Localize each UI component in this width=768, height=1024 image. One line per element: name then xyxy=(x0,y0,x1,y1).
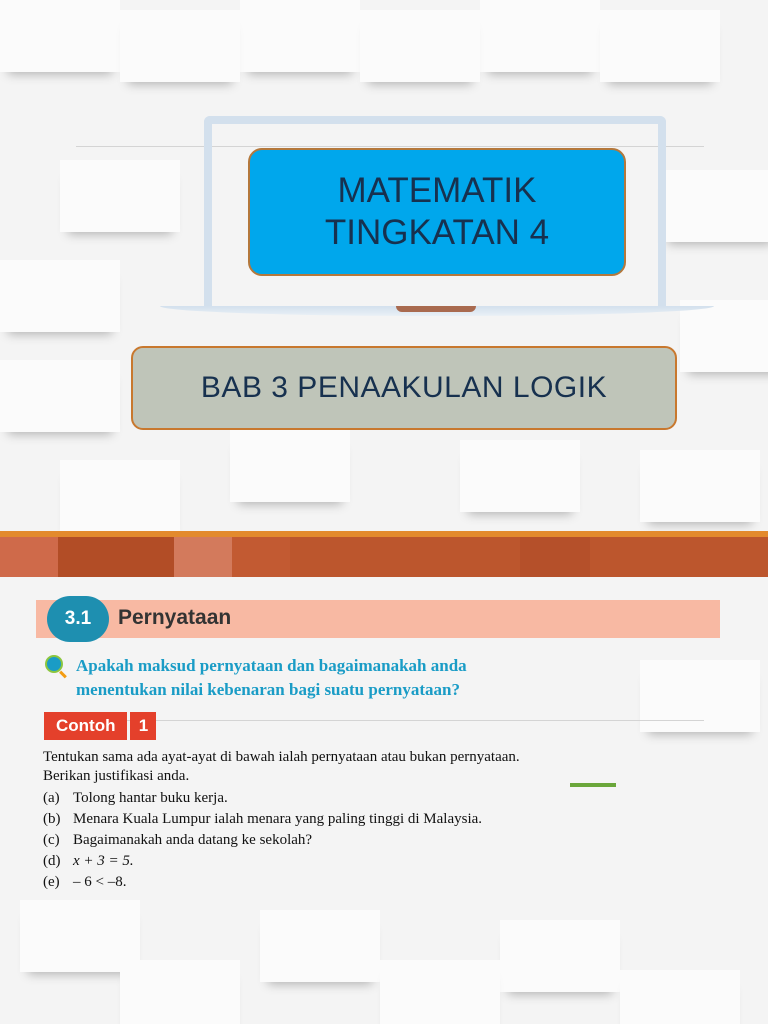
title-line-2: TINGKATAN 4 xyxy=(324,213,550,252)
list-item xyxy=(43,872,603,893)
title-line-1: MATEMATIK xyxy=(337,171,537,210)
example-number: 1 xyxy=(130,712,156,740)
chapter-box xyxy=(131,346,677,430)
item-label: (d) xyxy=(43,853,61,869)
magnifier-question-icon xyxy=(45,655,63,673)
item-text: x + 3 = 5. xyxy=(73,853,134,869)
list-item xyxy=(43,809,603,830)
instruction-line-2: Berikan justifikasi anda. xyxy=(43,768,190,784)
item-label: (a) xyxy=(43,790,60,806)
instruction-line-1: Tentukan sama ada ayat-ayat di bawah ialah pernyataan atau bukan pernyataan. xyxy=(43,749,520,765)
list-item xyxy=(43,851,603,872)
title-box xyxy=(248,148,626,276)
item-label: (c) xyxy=(43,832,60,848)
item-label: (e) xyxy=(43,874,60,890)
item-text: Tolong hantar buku kerja. xyxy=(73,790,228,806)
item-text: Bagaimanakah anda datang ke sekolah? xyxy=(73,832,313,848)
list-item xyxy=(43,788,603,809)
chapter-title: BAB 3 PENAAKULAN LOGIK xyxy=(200,371,608,404)
list-item xyxy=(43,830,603,851)
section-title: Pernyataan xyxy=(118,606,232,629)
example-label: Contoh xyxy=(44,712,127,740)
example-badge xyxy=(44,712,156,740)
item-label: (b) xyxy=(43,811,61,827)
divider-line xyxy=(76,720,704,721)
item-text: Menara Kuala Lumpur ialah menara yang paling tinggi di Malaysia. xyxy=(73,811,483,827)
section-number-badge: 3.1 xyxy=(47,596,109,642)
item-text: – 6 < –8. xyxy=(73,874,127,890)
separator-band xyxy=(0,537,768,577)
monitor-stand xyxy=(396,306,476,312)
example-items xyxy=(43,788,603,893)
example-body xyxy=(43,748,603,893)
guiding-question: Apakah maksud pernyataan dan bagaimanakah anda menentukan nilai kebenaran bagi suatu pernyataan? xyxy=(76,656,467,699)
